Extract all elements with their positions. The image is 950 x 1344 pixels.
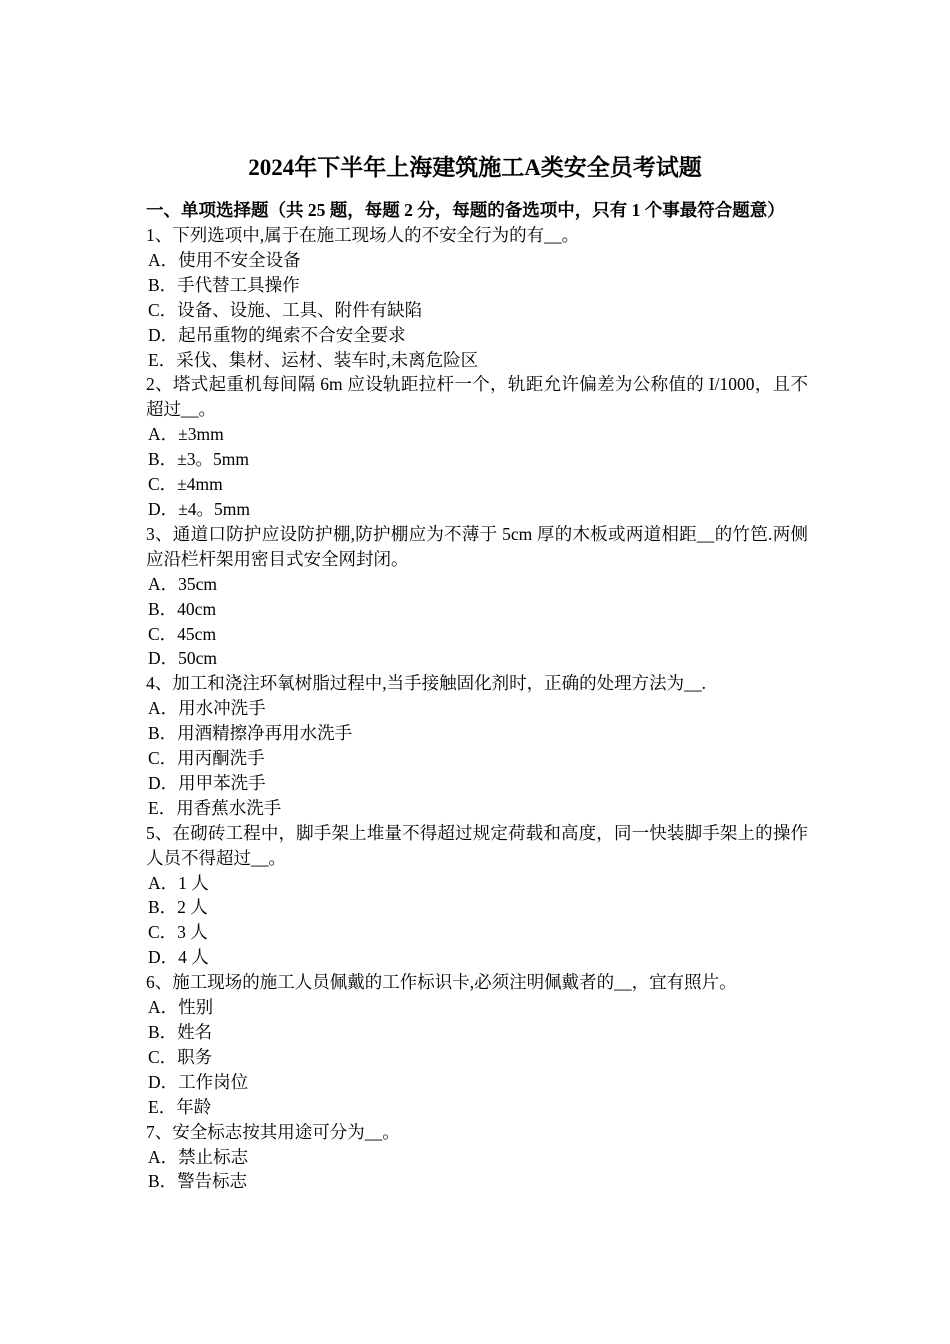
option-e: E．采伐、集材、运材、装车时,未离危险区 [148,349,479,370]
question-text: 1、下列选项中,属于在施工现场人的不安全行为的有__。 [146,225,580,245]
question-7 [146,1120,808,1195]
document-body [146,198,808,1194]
option-c: C．职务 [148,1046,213,1067]
option-b: B．2 人 [148,897,208,918]
question-5 [146,821,808,970]
question-text: 4、加工和浇注环氧树脂过程中,当手接触固化剂时，正确的处理方法为__. [146,673,706,694]
option-c: C．±4mm [148,474,223,495]
option-c: C．3 人 [148,922,208,943]
option-b: B．姓名 [148,1022,213,1042]
option-a: A．1 人 [148,872,209,893]
option-d: D．4 人 [148,947,209,968]
option-d: D．±4。5mm [148,498,250,519]
question-text: 7、安全标志按其用途可分为__。 [146,1121,400,1142]
question-2 [146,372,808,521]
option-b: B．±3。5mm [148,449,250,470]
option-c: C．用丙酮洗手 [148,748,265,769]
option-c: C．设备、设施、工具、附件有缺陷 [148,299,423,320]
question-3 [146,522,808,671]
option-a: A．用水冲洗手 [148,698,266,719]
option-a: A．±3mm [148,424,224,445]
option-a: A．35cm [148,573,218,594]
option-e: E．用香蕉水洗手 [148,797,282,818]
option-b: B．警告标志 [148,1171,248,1192]
option-a: A．禁止标志 [148,1146,249,1167]
section-heading: 一、单项选择题（共 25 题，每题 2 分，每题的备选项中，只有 1 个事最符合题意） [146,200,785,220]
option-e: E．年龄 [148,1096,212,1117]
option-b: B．用酒精擦净再用水洗手 [148,723,353,744]
option-d: D．起吊重物的绳索不合安全要求 [148,324,406,345]
document-title: 2024年下半年上海建筑施工A类安全员考试题 [248,155,702,180]
option-b: B．40cm [148,598,217,619]
option-a: A．使用不安全设备 [148,249,301,270]
question-4 [146,671,808,820]
option-d: D．50cm [148,648,218,669]
question-text: 2、塔式起重机每间隔 6m 应设轨距拉杆一个，轨距允许偏差为公称值的 I/1000，且不超过__。 [146,374,808,420]
question-text: 6、施工现场的施工人员佩戴的工作标识卡,必须注明佩戴者的__，宜有照片。 [146,972,737,993]
question-text: 3、通道口防护应设防护棚,防护棚应为不薄于 5cm 厚的木板或两道相距__的竹笆.两侧应沿栏杆架用密目式安全网封闭。 [146,523,808,569]
question-6 [146,970,808,1119]
option-c: C．45cm [148,623,217,644]
question-1 [146,223,808,372]
option-d: D．用甲苯洗手 [148,772,266,793]
option-b: B．手代替工具操作 [148,274,300,295]
question-text: 5、在砌砖工程中，脚手架上堆量不得超过规定荷载和高度，同一快装脚手架上的操作人员不得超过__。 [146,822,808,868]
option-d: D．工作岗位 [148,1071,249,1092]
option-a: A．性别 [148,997,214,1018]
